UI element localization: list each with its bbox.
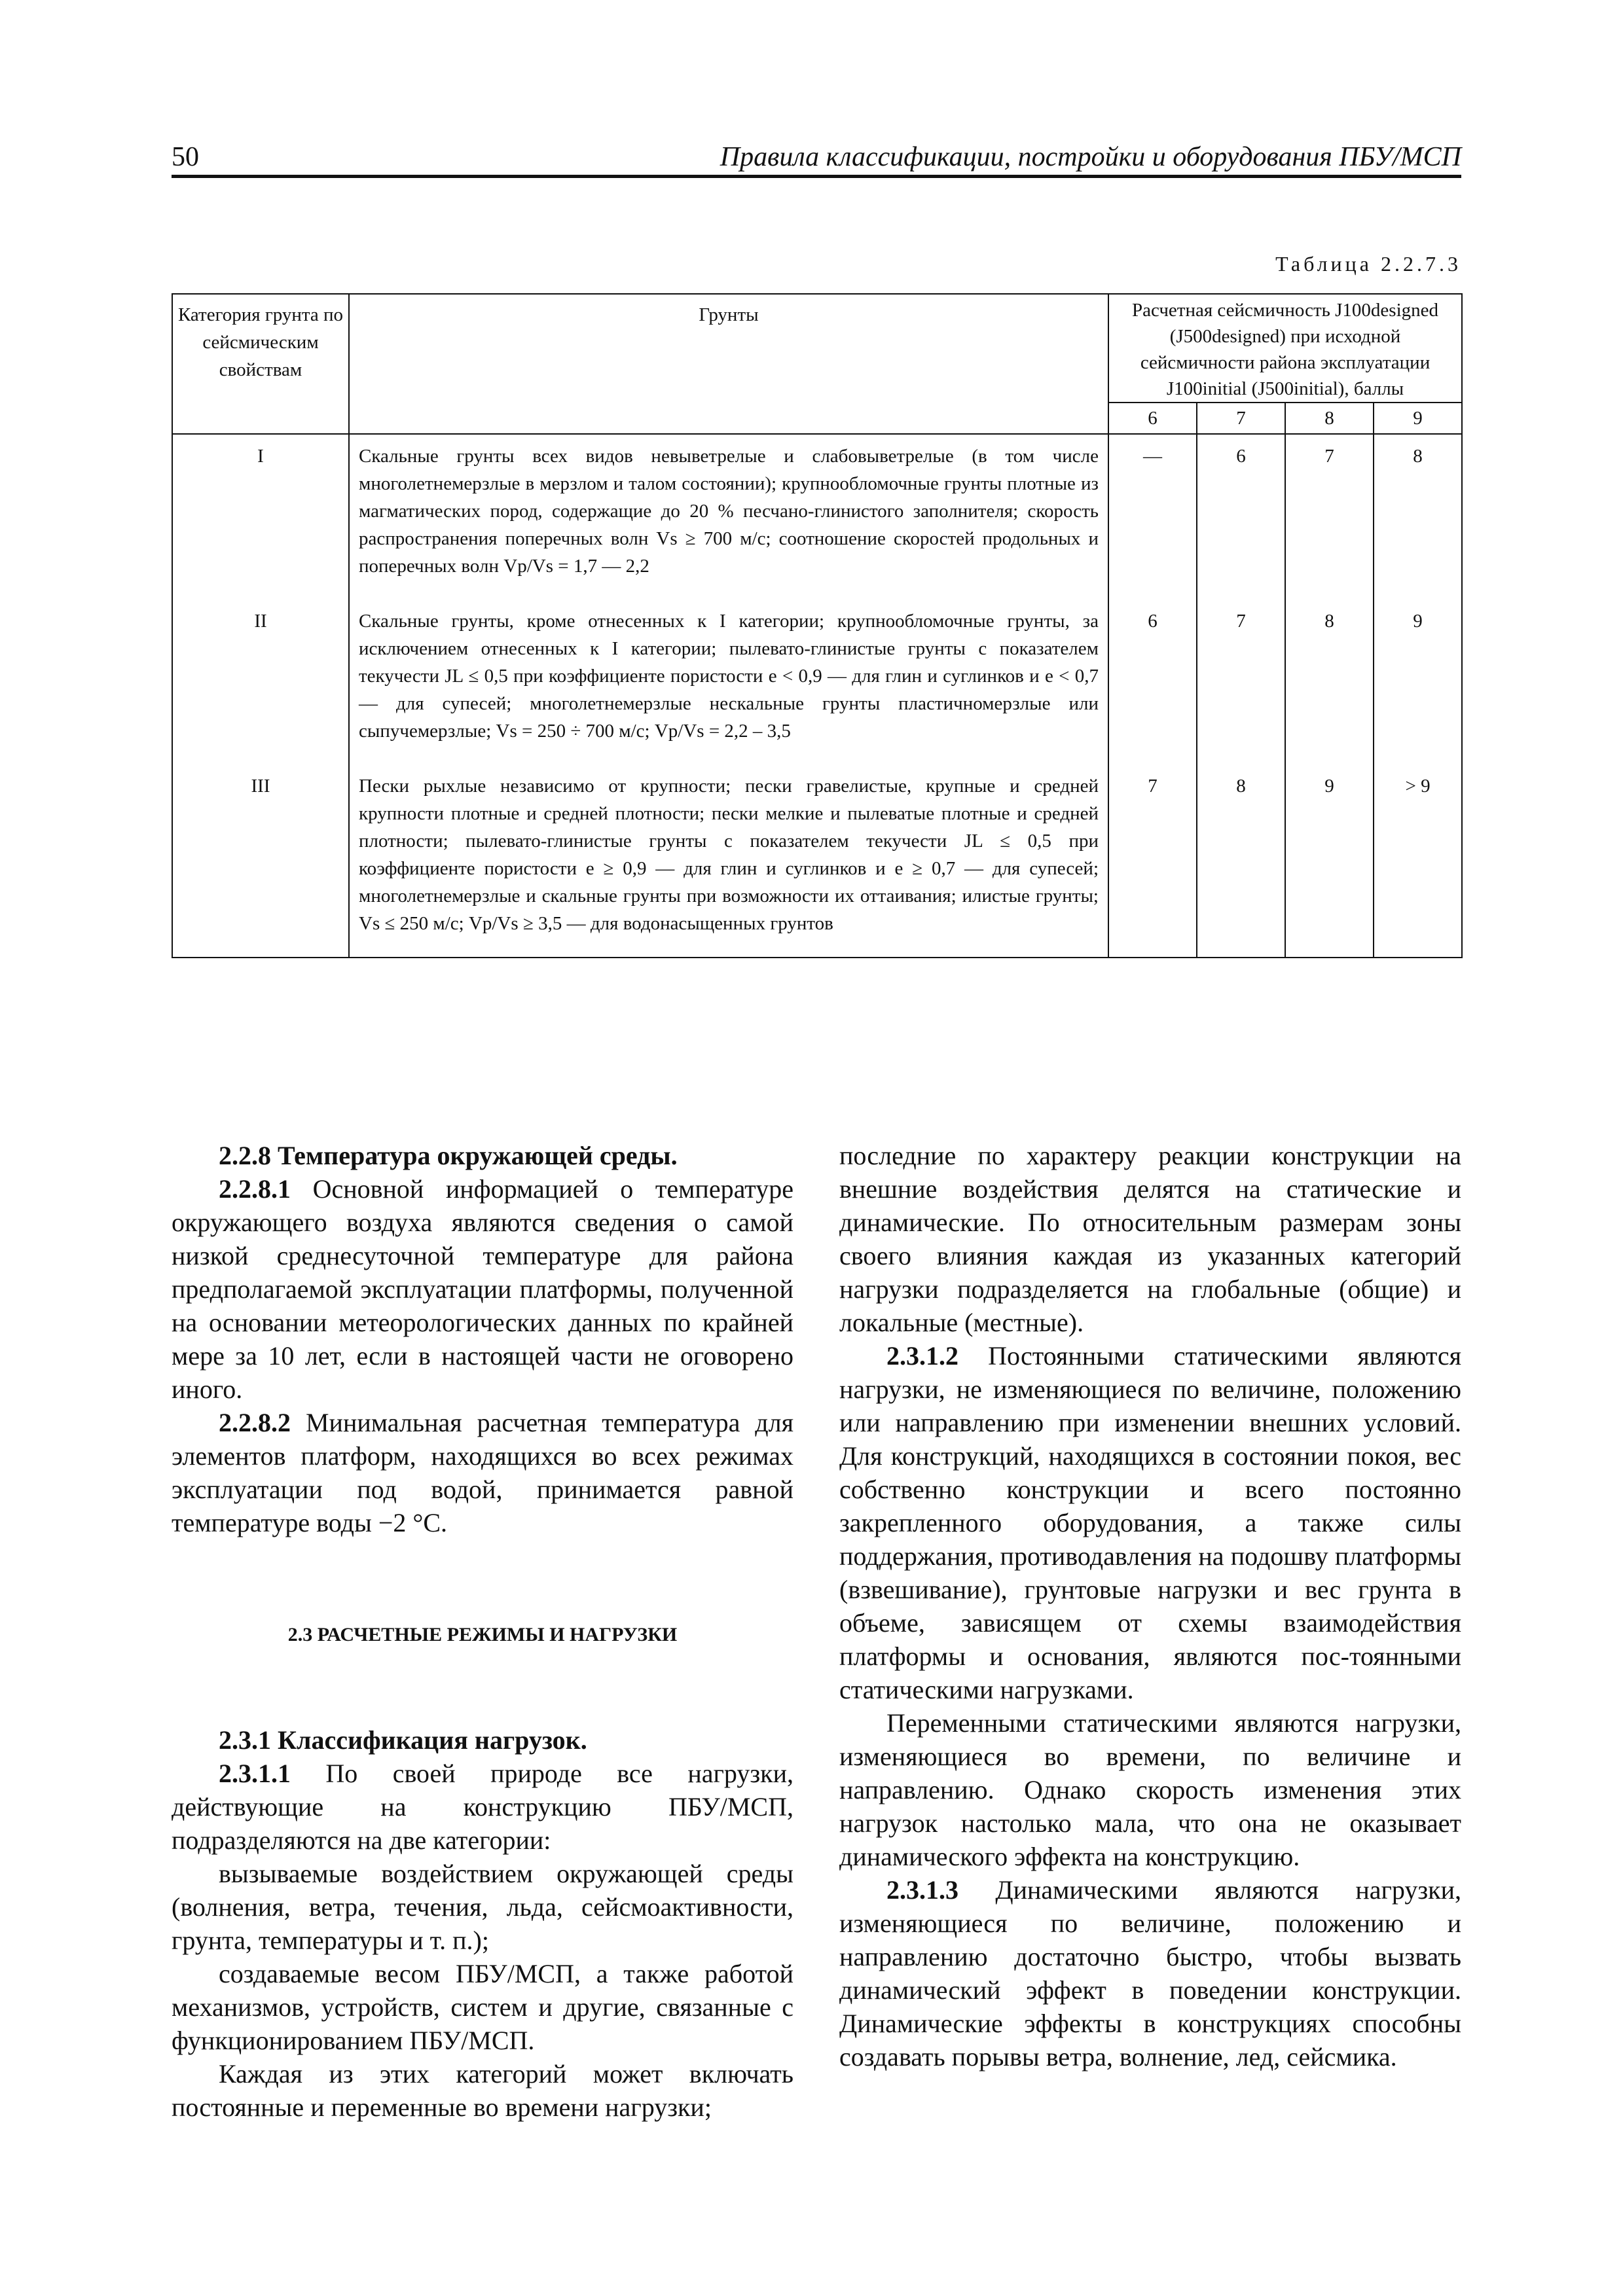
- row-category: II: [172, 600, 349, 764]
- paragraph-2-3-1-1: [172, 1757, 793, 1857]
- paragraph-variable-loads: Переменными статическими являются нагрузки, изменяющиеся во времени, по величине и направлению. Однако скорость изменения этих нагрузок настолько мала, что она не оказывает динамического эффекта на конструкцию.: [839, 1708, 1461, 1871]
- paragraph-2-3-1-3: [839, 1873, 1461, 2073]
- row-value: 6: [1197, 434, 1285, 600]
- row-value: > 9: [1374, 764, 1462, 958]
- row-value: 8: [1285, 600, 1374, 764]
- list-item-environment: вызываемые воздействием окружающей среды (волнения, ветра, течения, льда, сейсмоактивности, грунта, температуры и т. п.);: [172, 1859, 793, 1955]
- table-row: [172, 600, 1462, 764]
- row-value: —: [1108, 434, 1197, 600]
- row-category: III: [172, 764, 349, 958]
- clause-number: 2.2.8.2: [219, 1408, 291, 1437]
- clause-number: 2.3.1.3: [886, 1875, 958, 1905]
- table-caption: Таблица 2.2.7.3: [1275, 252, 1461, 276]
- seismic-soil-table: [172, 293, 1463, 958]
- list-item-weight: создаваемые весом ПБУ/МСП, а также работой механизмов, устройств, систем и другие, связанные с функционированием ПБУ/МСП.: [172, 1959, 793, 2055]
- clause-number: 2.2.8.1: [219, 1174, 291, 1204]
- row-value: 8: [1374, 434, 1462, 600]
- header-col-6: 6: [1108, 403, 1197, 434]
- table-row: [172, 434, 1462, 600]
- row-value: 7: [1285, 434, 1374, 600]
- section-heading-2-2-8: 2.2.8 Температура окружающей среды.: [219, 1141, 678, 1170]
- row-category: I: [172, 434, 349, 600]
- table-row: [172, 764, 1462, 958]
- running-title: Правила классификации, постройки и оборудования ПБУ/МСП: [720, 142, 1461, 172]
- row-description: Скальные грунты всех видов невыветрелые и слабовыветрелые (в том числе многолетнемерзлые в мерзлом и талом состоянии); крупнообломочные грунты плотные из магматических пород, содержащие до 20 % песчано-глинистого заполнителя; скорость распространения поперечных волн Vs ≥ 700 м/с; соотношение скоростей продольных и поперечных волн Vp/Vs = 1,7 — 2,2: [349, 434, 1108, 600]
- clause-number: 2.3.1.2: [886, 1341, 958, 1371]
- paragraph-2-2-8-2: [172, 1406, 793, 1539]
- header-soils: Грунты: [349, 294, 1108, 434]
- paragraph-categories: Каждая из этих категорий может включать постоянные и переменные во времени нагрузки;: [172, 2059, 793, 2122]
- running-header: [172, 137, 1461, 178]
- header-rule: [172, 175, 1461, 178]
- row-value: 6: [1108, 600, 1197, 764]
- paragraph-text: Динамическими являются нагрузки, изменяющиеся по величине, положению и направлению достаточно быстро, чтобы вызвать динамический эффект в поведении конструкции. Динамические эффекты в конструкциях способны создавать порывы ветра, волнение, лед, сейсмика.: [839, 1875, 1461, 2072]
- paragraph-text: По своей природе все нагрузки, действующие на конструкцию ПБУ/МСП, подразделяются на две категории:: [172, 1759, 794, 1855]
- header-col-9: 9: [1374, 403, 1462, 434]
- paragraph-2-3-1-2: [839, 1339, 1461, 1706]
- paragraph-text: Постоянными статическими являются нагрузки, не изменяющиеся по величине, положению или направлению при изменении внешних условий. Для конструкций, находящихся в состоянии покоя, вес собственно конструкции и всего постоянно закрепленного оборудования, а также силы поддержания, противодавления на подошву платформы (взвешивание), грунтовые нагрузки и вес грунта в объеме, зависящем от схемы взаимодействия платформы и основания, являются пос-тоянными статическими нагрузками.: [839, 1341, 1462, 1704]
- header-category: Категория грунта по сейсмическим свойствам: [172, 294, 349, 434]
- row-value: 9: [1285, 764, 1374, 958]
- paragraph-2-2-8-1: [172, 1172, 793, 1406]
- row-description: Скальные грунты, кроме отнесенных к I категории; крупнообломочные грунты, за исключением отнесенных к I категории; пылевато-глинистые грунты с показателем текучести JL ≤ 0,5 при коэффициенте пористости e < 0,9 — для глин и суглинков и e < 0,7 — для супесей; многолетнемерзлые нескальные грунты пластичномерзлые или сыпучемерзлые; Vs = 250 ÷ 700 м/с; Vp/Vs = 2,2 – 3,5: [349, 600, 1108, 764]
- right-column: [839, 1139, 1461, 2073]
- row-description: Пески рыхлые независимо от крупности; пески гравелистые, крупные и средней крупности плотные и средней плотности; пески мелкие и пылеватые плотные и средней плотности; пылевато-глинистые грунты с показателем текучести JL ≤ 0,5 при коэффициенте пористости e ≥ 0,9 — для глин и суглинков и e ≥ 0,7 — для супесей; многолетнемерзлые и скальные грунты при возможности их оттаивания; илистые грунты; Vs ≤ 250 м/с; Vp/Vs ≥ 3,5 — для водонасыщенных грунтов: [349, 764, 1108, 958]
- left-column: [172, 1139, 793, 2124]
- header-col-7: 7: [1197, 403, 1285, 434]
- header-seismicity: Расчетная сейсмичность J100designed (J500designed) при исходной сейсмичности района эксплуатации J100initial (J500initial), баллы: [1108, 294, 1462, 403]
- row-value: 9: [1374, 600, 1462, 764]
- row-value: 8: [1197, 764, 1285, 958]
- paragraph-text: Основной информацией о температуре окружающего воздуха являются сведения о самой низкой среднесуточной температуре для района предполагаемой эксплуатации платформы, полученной на основании метеорологических данных по крайней мере за 10 лет, если в настоящей части не оговорено иного.: [172, 1174, 793, 1404]
- section-heading-2-3: 2.3 РАСЧЕТНЫЕ РЕЖИМЫ И НАГРУЗКИ: [287, 1624, 678, 1645]
- paragraph-continuation: последние по характеру реакции конструкции на внешние воздействия делятся на статические и динамические. По относительным размерам зоны своего влияния каждая из указанных категорий нагрузки подразделяется на глобальные (общие) и локальные (местные).: [839, 1141, 1461, 1337]
- paragraph-text: Минимальная расчетная температура для элементов платформ, находящихся во всех режимах эксплуатации под водой, принимается равной температуре воды −2 °С.: [172, 1408, 794, 1537]
- section-heading-2-3-1: 2.3.1 Классификация нагрузок.: [219, 1725, 587, 1755]
- row-value: 7: [1108, 764, 1197, 958]
- row-value: 7: [1197, 600, 1285, 764]
- clause-number: 2.3.1.1: [219, 1759, 291, 1788]
- page-number: 50: [172, 142, 199, 172]
- header-col-8: 8: [1285, 403, 1374, 434]
